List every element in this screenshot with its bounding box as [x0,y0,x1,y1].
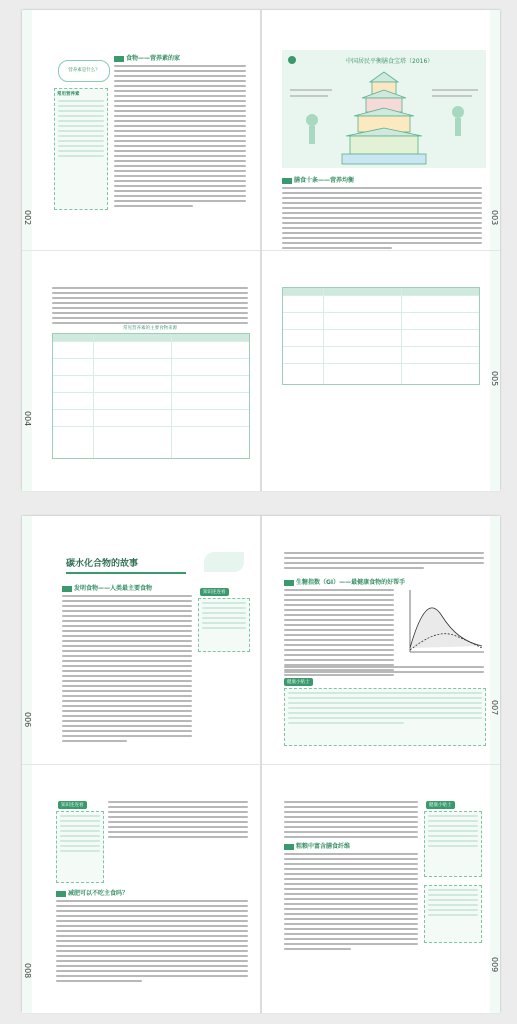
sidebar-note [198,598,250,652]
body-text-2 [56,885,248,985]
table-row [53,375,249,392]
page-009 [262,764,500,1013]
page-number: 005 [490,371,499,387]
pagoda-panel [282,50,486,168]
sidebar-note [424,811,482,877]
body-text [284,801,418,953]
table-column-divider [171,334,172,458]
table-column-divider [401,288,402,384]
page-004 [22,250,260,491]
body-text [108,801,248,841]
section-heading: 膳食十条——营养均衡 [282,175,482,184]
intro-text [52,287,248,327]
right-rail [490,765,500,1013]
section-heading: 减肥可以不吃主食吗？ [56,888,248,897]
sidebar-note [56,811,104,883]
sidebar-title: 常用营养素 [57,92,80,97]
page-008 [22,764,260,1013]
page-003 [262,10,500,250]
page-number: 008 [23,963,32,979]
table-row [53,358,249,375]
page-006 [22,516,260,764]
table-row [283,346,479,363]
chart-icon [402,586,486,662]
table-row [53,426,249,443]
page-number: 007 [490,700,499,716]
page-number-004: 004 [23,411,32,427]
table-row [283,363,479,373]
page-number: 006 [23,712,32,728]
section-heading: 生糖指数（GI）——最健康食物的好帮手 [284,577,394,586]
table-row [53,409,249,426]
sidebar-note [284,688,486,746]
body-text-lower [284,666,484,676]
pagoda-icon [282,50,486,168]
table-column-divider [323,288,324,384]
chapter-title: 碳水化合物的故事 [66,559,139,569]
section-heading: 发明食物——人类最主要食物 [62,583,192,592]
section-heading: 粗粮中富含膳食纤维 [284,841,418,850]
pagoda-title: 中国居民平衡膳食宝塔（2016） [346,58,434,65]
page-number: 002 [23,210,32,226]
tip-tag: 健康小贴士 [426,801,455,809]
leaf-icon [204,552,244,572]
cloud-icon [58,60,110,82]
sidebar-note-2 [424,885,482,943]
table-header [283,288,479,295]
tip-tag: 知识连连看 [200,588,229,596]
body-text [282,172,482,250]
table-row [283,329,479,346]
page-002 [22,10,260,250]
page-005 [262,250,500,491]
body-text [62,580,192,745]
nutrient-table [52,333,250,459]
spread-1 [22,10,500,490]
right-rail [490,516,500,764]
table-header [53,334,249,341]
table-row [53,392,249,409]
sidebar-note [54,88,108,210]
table-column-divider [93,334,94,458]
tip-tag: 健康小贴士 [284,678,313,686]
section-heading: 食物——营养素的家 [114,53,246,62]
table-row [283,295,479,312]
body-text [114,50,246,210]
tip-tag: 知识连连看 [58,801,87,809]
intro-text [284,552,484,572]
left-rail [22,251,32,491]
table-title: 常见营养素的主要食物来源 [123,326,177,331]
table-row [53,341,249,358]
cloud-note: 营养素是什么？ [68,68,100,73]
table-row [283,312,479,329]
page-number: 009 [490,957,499,973]
nutrient-table-continued [282,287,480,385]
chapter-rule [66,572,186,574]
page-007 [262,516,500,764]
spread-2 [22,516,500,1012]
page-number: 003 [490,210,499,226]
body-text [284,574,406,679]
